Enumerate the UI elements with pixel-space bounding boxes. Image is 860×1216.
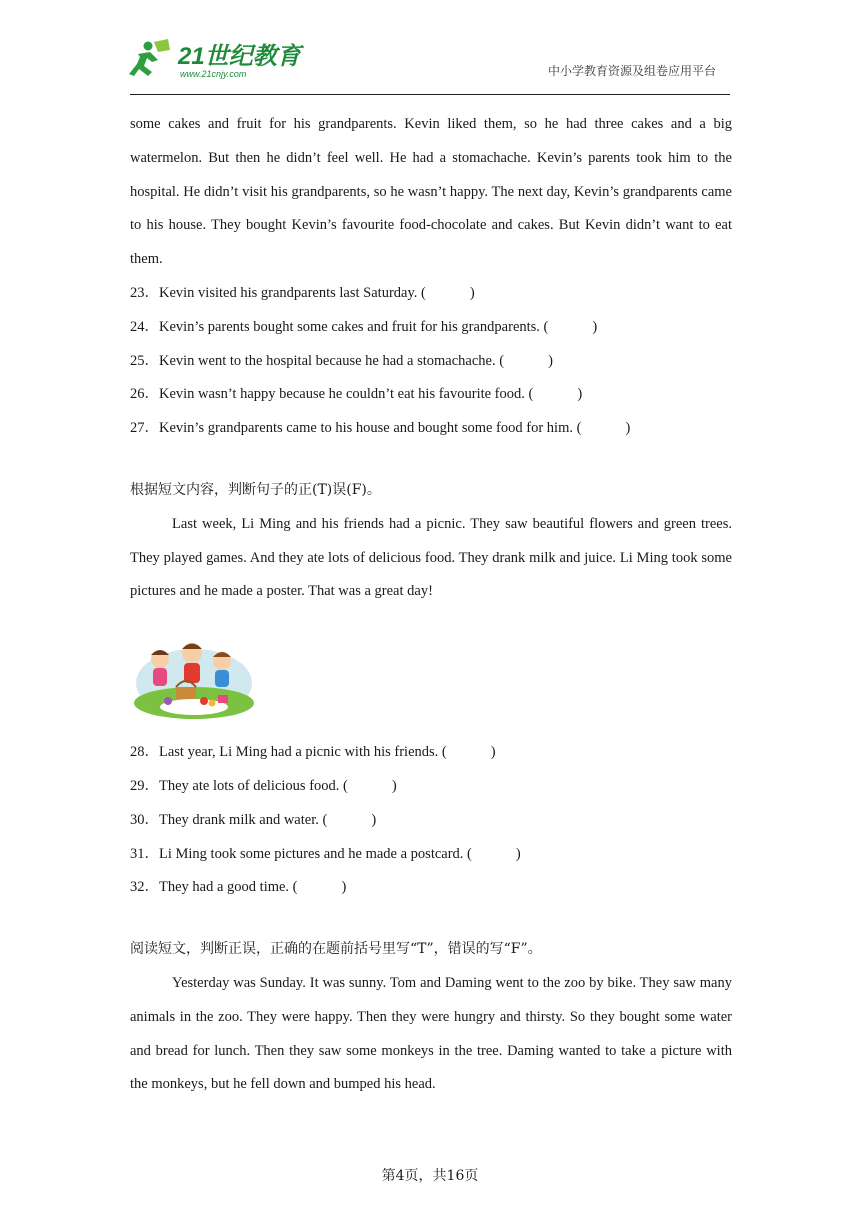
question-item (130, 736, 732, 770)
question-item (130, 277, 732, 311)
question-text: Li Ming took some pictures and he made a postcard. ( (159, 845, 472, 862)
question-item (130, 378, 732, 412)
question-text: Kevin’s grandparents came to his house and bought some food for him. ( (159, 420, 582, 437)
question-item (130, 871, 732, 905)
question-close: ) (469, 284, 475, 301)
section-spacer (130, 905, 732, 933)
question-close: ) (341, 879, 347, 896)
question-text: They drank milk and water. ( (159, 811, 328, 828)
question-list-picnic (130, 736, 732, 905)
page-number: 第4页，共16页 (381, 1168, 479, 1184)
question-number: 23． (130, 284, 159, 301)
question-text: Last year, Li Ming had a picnic with his friends. ( (159, 744, 447, 761)
header-platform-text: 中小学教育资源及组卷应用平台 (547, 64, 716, 78)
question-number: 28． (130, 744, 159, 761)
question-close: ) (625, 420, 631, 437)
instruction-zoo: 阅读短文，判断正误，正确的在题前括号里写“T”，错误的写“F”。 (130, 941, 542, 958)
question-text: Kevin went to the hospital because he had a stomachache. ( (159, 352, 505, 369)
question-close: ) (490, 744, 496, 761)
section-spacer (130, 446, 732, 474)
question-number: 29． (130, 777, 159, 794)
instruction-picnic: 根据短文内容，判断句子的正(T)误(F)。 (130, 481, 381, 498)
question-number: 26． (130, 386, 159, 403)
question-item (130, 412, 732, 446)
passage-zoo: Yesterday was Sunday. It was sunny. Tom and Daming went to the zoo by bike. They saw many animals in the zoo. They were happy. Then they were hungry and thirsty. So they bought some water and bread for lunch. Then they saw some monkeys in the tree. Daming wanted to take a picture with the monkeys, but he fell down and bumped his head. (130, 974, 732, 1093)
question-close: ) (592, 318, 598, 335)
question-close: ) (515, 845, 521, 862)
question-text: Kevin wasn’t happy because he couldn’t eat his favourite food. ( (159, 386, 534, 403)
question-number: 27． (130, 420, 159, 437)
running-man-icon (129, 39, 170, 76)
header-divider (130, 94, 730, 95)
question-item (130, 345, 732, 379)
question-item (130, 804, 732, 838)
question-item (130, 838, 732, 872)
passage-picnic: Last week, Li Ming and his friends had a picnic. They saw beautiful flowers and green trees. They played games. And they ate lots of delicious food. They drank milk and juice. Li Ming took some pictures and he made a poster. That was a great day! (130, 515, 732, 600)
page-content (130, 108, 732, 1102)
picnic-illustration (132, 625, 256, 721)
question-text: They had a good time. ( (159, 879, 298, 896)
question-text: They ate lots of delicious food. ( (159, 777, 348, 794)
question-item (130, 770, 732, 804)
site-logo (128, 36, 318, 82)
question-number: 30． (130, 811, 159, 828)
question-number: 31． (130, 845, 159, 862)
question-number: 25． (130, 352, 159, 369)
logo-text: 21世纪教育 (178, 43, 301, 70)
question-close: ) (548, 352, 553, 369)
question-close: ) (391, 777, 397, 794)
question-list-kevin (130, 277, 732, 446)
question-text: Kevin visited his grandparents last Saturday. ( (159, 284, 426, 301)
question-number: 24． (130, 318, 159, 335)
question-item (130, 311, 732, 345)
question-close: ) (371, 811, 377, 828)
question-close: ) (577, 386, 583, 403)
question-number: 32． (130, 879, 159, 896)
question-text: Kevin’s parents bought some cakes and fruit for his grandparents. ( (159, 318, 549, 335)
passage-kevin: some cakes and fruit for his grandparents. Kevin liked them, so he had three cakes and a big watermelon. But then he didn’t feel well. He had a stomachache. Kevin’s parents took him to the hospital. He didn’t visit his grandparents, so he wasn’t happy. The next day, Kevin’s grandparents came to his house. They bought Kevin’s favourite food-chocolate and cakes. But Kevin didn’t want to eat them. (130, 116, 732, 268)
logo-url-text: www.21cnjy.com (180, 69, 247, 79)
